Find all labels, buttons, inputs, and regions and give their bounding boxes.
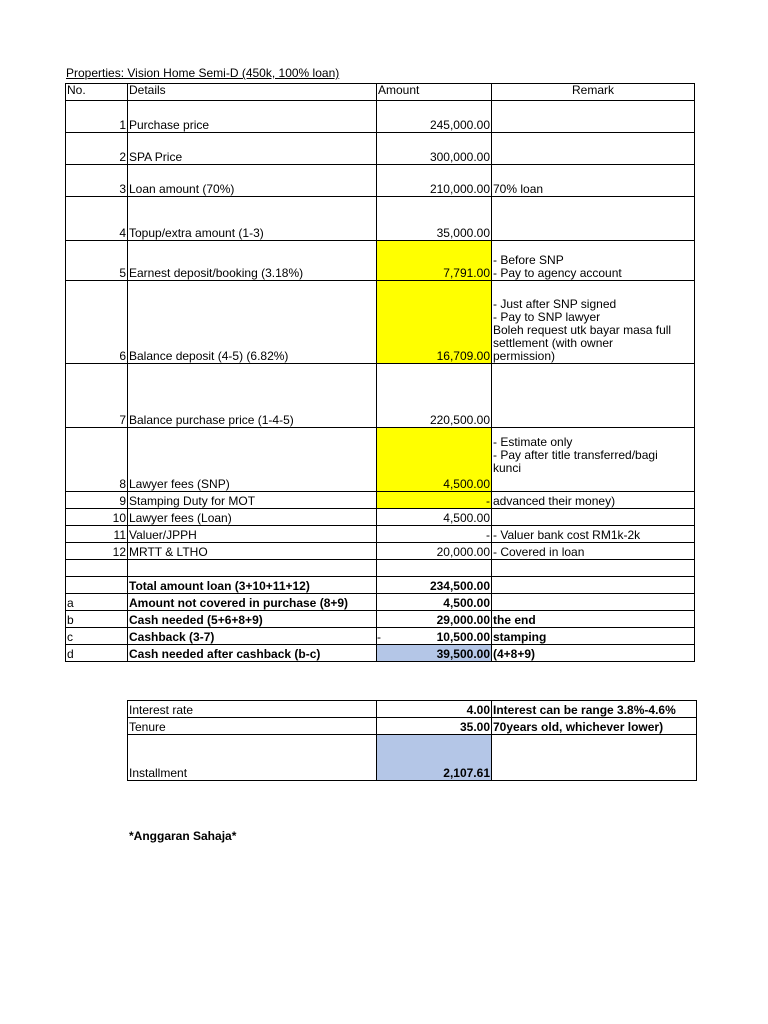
row-no: 1 — [66, 101, 128, 133]
header-row — [66, 84, 695, 101]
header-no: No. — [66, 84, 128, 101]
table-row — [66, 197, 695, 241]
table-row — [66, 165, 695, 197]
row-no: 6 — [66, 281, 128, 364]
row-remark — [492, 133, 695, 165]
row-details: Lawyer fees (Loan) — [128, 509, 377, 526]
row-remark: stamping — [492, 628, 695, 645]
remark-line: kunci — [493, 461, 522, 475]
table-row — [66, 492, 695, 509]
row-remark: advanced their money) — [492, 492, 695, 509]
row-details: Cash needed (5+6+8+9) — [128, 611, 377, 628]
row-details: Purchase price — [128, 101, 377, 133]
empty-row — [66, 560, 695, 577]
remark-line: - Pay to agency account — [493, 266, 622, 280]
row-amount — [377, 628, 492, 645]
summary-row-d — [66, 645, 695, 662]
row-details: Valuer/JPPH — [128, 526, 377, 543]
remark-line: permission) — [493, 349, 556, 363]
row-remark: - Valuer bank cost RM1k-2k — [492, 526, 695, 543]
installment-label: Installment — [128, 735, 377, 781]
row-remark: 70% loan — [492, 165, 695, 197]
row-details: Stamping Duty for MOT — [128, 492, 377, 509]
row-amount: 20,000.00 — [377, 543, 492, 560]
row-remark — [492, 197, 695, 241]
row-no: 12 — [66, 543, 128, 560]
summary-row-total — [66, 577, 695, 594]
row-no: a — [66, 594, 128, 611]
remark-line: - Pay after title transferred/bagi — [493, 448, 658, 462]
table-row — [66, 364, 695, 428]
row-amount: 35,000.00 — [377, 197, 492, 241]
sheet-title: Properties: Vision Home Semi-D (450k, 100% loan) — [66, 66, 340, 80]
remark-line: - Pay to SNP lawyer — [493, 310, 601, 324]
cost-breakdown-table — [65, 83, 695, 662]
table-row — [66, 133, 695, 165]
header-remark: Remark — [492, 84, 695, 101]
row-remark — [492, 428, 695, 492]
row-amount: 210,000.00 — [377, 165, 492, 197]
table-row — [66, 281, 695, 364]
summary-row-a — [66, 594, 695, 611]
remark-line: - Estimate only — [493, 435, 573, 449]
row-details: Balance deposit (4-5) (6.82%) — [128, 281, 377, 364]
row-details: SPA Price — [128, 133, 377, 165]
installment-row — [128, 735, 697, 781]
row-details: Cash needed after cashback (b-c) — [128, 645, 377, 662]
row-remark: - Covered in loan — [492, 543, 695, 560]
remark-line: - Before SNP — [493, 253, 564, 267]
row-no: 7 — [66, 364, 128, 428]
row-no: 11 — [66, 526, 128, 543]
interest-row — [128, 701, 697, 718]
row-amount: 4,500.00 — [377, 594, 492, 611]
row-remark — [492, 241, 695, 281]
interest-value: 4.00 — [377, 701, 492, 718]
row-no: b — [66, 611, 128, 628]
row-no: 10 — [66, 509, 128, 526]
header-details: Details — [128, 84, 377, 101]
summary-row-c — [66, 628, 695, 645]
row-details: Loan amount (70%) — [128, 165, 377, 197]
row-no — [66, 577, 128, 594]
interest-remark: Interest can be range 3.8%-4.6% — [492, 701, 697, 718]
table-row — [66, 241, 695, 281]
remark-line: Boleh request utk bayar masa full — [493, 323, 672, 337]
row-details: Topup/extra amount (1-3) — [128, 197, 377, 241]
tenure-remark: 70years old, whichever lower) — [492, 718, 697, 735]
row-remark: (4+8+9) — [492, 645, 695, 662]
row-no: 9 — [66, 492, 128, 509]
row-no: d — [66, 645, 128, 662]
row-amount: 29,000.00 — [377, 611, 492, 628]
row-details: MRTT & LTHO — [128, 543, 377, 560]
header-amount: Amount — [377, 84, 492, 101]
table-row — [66, 526, 695, 543]
row-details: Cashback (3-7) — [128, 628, 377, 645]
row-no: 8 — [66, 428, 128, 492]
row-amount-highlighted: 39,500.00 — [377, 645, 492, 662]
row-remark: the end — [492, 611, 695, 628]
row-details: Lawyer fees (SNP) — [128, 428, 377, 492]
row-details: Total amount loan (3+10+11+12) — [128, 577, 377, 594]
row-amount-highlighted: - — [377, 492, 492, 509]
interest-label: Interest rate — [128, 701, 377, 718]
row-details: Balance purchase price (1-4-5) — [128, 364, 377, 428]
row-remark — [492, 101, 695, 133]
row-remark — [492, 577, 695, 594]
row-details: Earnest deposit/booking (3.18%) — [128, 241, 377, 281]
row-amount-highlighted: 16,709.00 — [377, 281, 492, 364]
row-no: 4 — [66, 197, 128, 241]
row-no: 3 — [66, 165, 128, 197]
row-amount-highlighted: 7,791.00 — [377, 241, 492, 281]
row-remark — [492, 364, 695, 428]
row-amount: 220,500.00 — [377, 364, 492, 428]
summary-row-b — [66, 611, 695, 628]
row-no: c — [66, 628, 128, 645]
row-remark — [492, 281, 695, 364]
row-details: Amount not covered in purchase (8+9) — [128, 594, 377, 611]
row-amount: 4,500.00 — [377, 509, 492, 526]
row-amount: 245,000.00 — [377, 101, 492, 133]
tenure-label: Tenure — [128, 718, 377, 735]
estimate-note: *Anggaran Sahaja* — [129, 829, 237, 843]
table-row — [66, 543, 695, 560]
row-no: 5 — [66, 241, 128, 281]
row-amount: - — [377, 526, 492, 543]
tenure-value: 35.00 — [377, 718, 492, 735]
remark-line: - Just after SNP signed — [493, 297, 617, 311]
amount-prefix: - — [377, 630, 381, 644]
loan-calculation-table — [127, 700, 697, 781]
tenure-row — [128, 718, 697, 735]
row-no: 2 — [66, 133, 128, 165]
table-row — [66, 509, 695, 526]
row-amount-highlighted: 4,500.00 — [377, 428, 492, 492]
row-amount: 300,000.00 — [377, 133, 492, 165]
installment-value: 2,107.61 — [377, 735, 492, 781]
table-row — [66, 428, 695, 492]
remark-line: settlement (with owner — [493, 336, 614, 350]
row-remark — [492, 594, 695, 611]
row-remark — [492, 509, 695, 526]
amount-value: 10,500.00 — [436, 630, 490, 644]
table-row — [66, 101, 695, 133]
row-amount: 234,500.00 — [377, 577, 492, 594]
